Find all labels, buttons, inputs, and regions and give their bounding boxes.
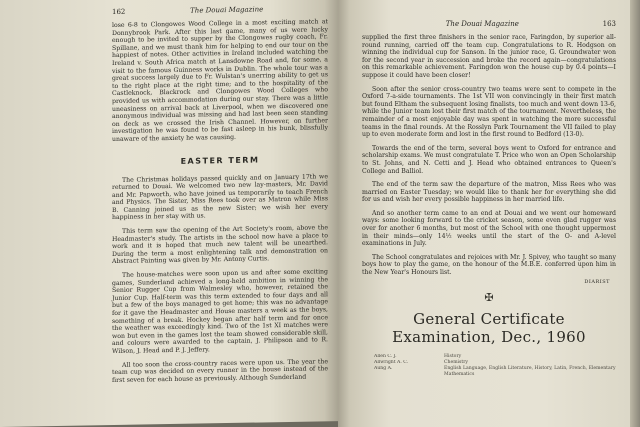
right-paragraph-5: And so another term came to an end at Douai and we went our homeward ways: some looking forward to the cricket season, some even glad rugger was over for another 6 months, but most of the School with one thought uppermost in their minds—only 14½ weeks until the start of the O- and A-level examinations in July. (362, 209, 616, 248)
left-paragraph-5: All too soon the cross-country races were upon us. The year the team cup was decided on every runner in the house instead of the first seven for each house as previously. Although Sunderland (112, 357, 328, 384)
right-page-number: 163 (602, 20, 616, 28)
gce-subjects: History (444, 353, 462, 359)
right-paragraph-3: Towards the end of the term, several boys went to Oxford for entrance and scholarship exams. We must congratulate T. Price who won an Open Scholarship to St. Johns, and N. Cetti and J. Head who obtained entrances to Queen's College and Balliol. (362, 144, 616, 175)
gce-name: Aung A. (374, 365, 393, 371)
diarist-signature: DIARIST (584, 278, 610, 285)
gce-names-column (362, 354, 444, 378)
right-magazine-title: The Douai Magazine (445, 20, 519, 28)
right-paragraph-4: The end of the term saw the departure of the matron, Miss Rees who was married on Easter Tuesday; we would like to thank her for everything she did for us and wish her every possible happiness in her married life. (362, 181, 616, 204)
right-paragraph-6: The School congratulates and rejoices with Mr. J. Spivey, who taught so many boys how to play the game, on the honour of the M.B.E. conferred upon him in the New Year's Honours list. (362, 253, 616, 277)
gce-heading-line-1: General Certificate (413, 309, 565, 328)
left-paragraph-2: The Christmas holidays passed quickly and on January 17th we returned to Douai. We welcomed two new lay-masters, Mr. David and Mr. Papworth, who have joined us temporarily to teach French and Physics. The Sister, Miss Rees took over as Matron while Miss B. Canning joined us as the new Sister; we wish her every happiness in her stay with us. (112, 172, 328, 222)
gce-heading-line-2: Examination, Dec., 1960 (392, 327, 586, 346)
right-page (338, 0, 630, 427)
right-running-head (362, 20, 616, 28)
left-paragraph-4: The house-matches were soon upon us and after some exciting games, Sunderland achieved a long-held ambition in winning the Senior Rugger Cup from Walmesley who, however, retained the Junior Cup. Half-term was this term extended to four days and all but a few of the boys managed to get home; this was no advantage for it gave the Headmaster and House masters a week as the boys, something of a break. Hockey began after half term and for once the weather was exceedingly kind. Two of the 1st XI matches were won but even in the games lost the team showed considerable skill, and colours were awarded to the captain, J. Philipson and to R. Wilson, J. Head and P. J. Jeffery. (112, 268, 328, 356)
left-paragraph-1: lose 6-8 to Clongowes Wood College in a most exciting match at Donnybrook Park. After this last game, many of us were lucky enough to be invited to supper by the Clongowes rugby coach, Fr. Spillane, and we must thank him for helping to end our tour on the happiest of notes. Other activities in Ireland included watching the Ireland v. South Africa match at Lansdowne Road and, for some, a visit to the famous Guinness works in Dublin. The whole tour was a great success largely due to Fr. Wulstan's unerring ability to get us to the right place at the right time; and to the hospitality of the Castleknock, Blackrock and Clongowes Wood Colleges who provided us with accommodation during our stay. There was a little uneasiness on arrival back at Liverpool, when we discovered one anonymous individual was missing and had last been seen standing on deck as we crossed the Irish Channel. However, on further investigation he was found to be fast asleep in his bunk, blissfully unaware of the anxiety he was causing. (112, 18, 328, 143)
left-paragraph-3: This term saw the opening of the Art Society's room, above the Headmaster's study. The artists in the school now have a place to work and it is hoped that much new talent will be unearthed. During the term a most enlightening talk and demonstration on Abstract Painting was given by Mr. Antony Curtis. (112, 224, 328, 266)
page-edge (630, 0, 640, 427)
gce-name: Allwright A. C. (374, 359, 409, 365)
left-page-number: 162 (112, 7, 126, 17)
gce-subjects: Chemistry (444, 359, 469, 365)
left-running-head (112, 4, 328, 16)
gce-subjects-column (444, 354, 616, 378)
left-magazine-title: The Douai Magazine (190, 5, 264, 15)
gce-results-table (362, 354, 616, 378)
section-heading: EASTER TERM (180, 154, 260, 166)
gce-name: Allen C. J. (374, 353, 397, 359)
right-paragraph-1: supplied the first three finishers in the senior race, Faringdon, by superior all-round running, carried off the team cup. Congratulations to R. Hodgson on winning the individual cup for Sanson. In the junior race, G. Groundwater won for the second year in succession and broke the record again—congratulations on this remarkable achievement. Faringdon won the house cup by 0.4 points—I suppose it could have been closer! (362, 34, 616, 79)
right-paragraph-2: Soon after the senior cross-country two teams were sent to compete in the Oxford 7-a-side tournaments. The 1st VII won convincingly in their first match but found Eltham the subsequent losing finalists, too much and went down 13-6, while the Junior team lost their first match of the tournament. Nevertheless, the remainder of a most enjoyable day was spent in watching the more successful teams in the final rounds. At the Rosslyn Park Tournament the VII failed to play up to even moderate form and lost in the first round to Bedford (13-0). (362, 85, 616, 139)
cross-ornament-icon: ✠ (484, 290, 494, 304)
gce-subjects: English Language, English Literature, History, Latin, French, Elementary Mathematics (444, 365, 616, 377)
gce-heading (362, 310, 616, 346)
